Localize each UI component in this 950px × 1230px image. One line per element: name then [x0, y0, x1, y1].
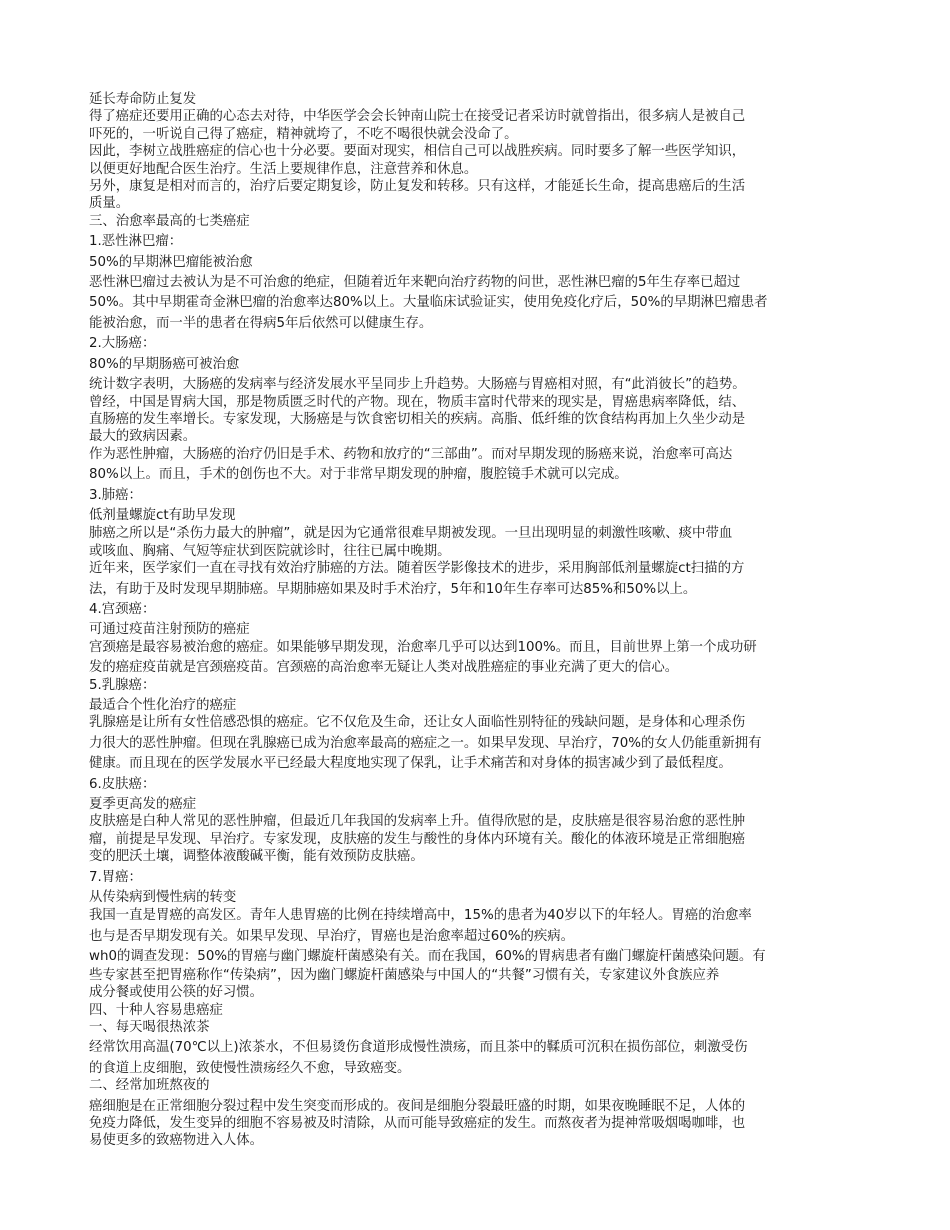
subsection-heading: 1.恶性淋巴瘤：: [89, 234, 183, 250]
subsection-heading: 一、每天喝很热浓茶: [89, 1019, 210, 1035]
paragraph-line: 的食道上皮细胞，致使慢性溃疡经久不愈，导致癌变。: [89, 1060, 411, 1076]
subsection-heading: 3.肺癌：: [89, 487, 142, 503]
subsection-subtitle: 80%的早期肠癌可被治愈: [89, 356, 240, 372]
paragraph-line: 因此，李树立战胜癌症的信心也十分必要。要面对现实，相信自己可以战胜疾病。同时要多了解一些医学知识，: [89, 144, 746, 160]
paragraph-line: 皮肤癌是白种人常见的恶性肿瘤，但最近几年我国的发病率上升。值得欣慰的是，皮肤癌是很容易治愈的恶性肿: [89, 814, 746, 830]
paragraph-line: 经常饮用高温(70℃以上)浓茶水，不但易烫伤食道形成慢性溃疡，而且茶中的鞣质可沉积在损伤部位，刺激受伤: [89, 1040, 748, 1056]
subsection-subtitle: 50%的早期淋巴瘤能被治愈: [89, 254, 253, 270]
subsection-subtitle: 最适合个性化治疗的癌症: [89, 698, 237, 713]
paragraph-line: 健康。而且现在的医学发展水平已经最大程度地实现了保乳，让手术痛苦和对身体的损害减少到了最低程度。: [89, 756, 732, 772]
paragraph-line: 得了癌症还要用正确的心态去对待，中华医学会会长钟南山院士在接受记者采访时就曾指出，很多病人是被自己: [89, 109, 746, 125]
paragraph-line: 些专家甚至把胃癌称作“传染病”，因为幽门螺旋杆菌感染与中国人的“共餐”习惯有关，专家建议外食族应养: [89, 967, 720, 983]
subsection-subtitle: 可通过疫苗注射预防的癌症: [89, 622, 250, 638]
paragraph-line: 以便更好地配合医生治疗。生活上要规律作息，注意营养和休息。: [89, 161, 478, 177]
paragraph-line: 成分餐或使用公筷的好习惯。: [89, 985, 264, 1001]
subsection-heading: 2.大肠癌：: [89, 336, 156, 352]
subsection-subtitle: 从传染病到慢性病的转变: [89, 890, 237, 906]
paragraph-line: 宫颈癌是最容易被治愈的癌症。如果能够早期发现，治愈率几乎可以达到100%。而且，目前世界上第一个成功研: [89, 639, 757, 655]
section-heading: 四、十种人容易患癌症: [89, 1002, 223, 1018]
paragraph-line: 也与是否早期发现有关。如果早发现、早治疗，胃癌也是治愈率超过60%的疾病。: [89, 928, 575, 944]
paragraph-line: 法，有助于及时发现早期肺癌。早期肺癌如果及时手术治疗，5年和10年生存率可达85%和50%以上。: [89, 581, 697, 597]
paragraph-line: 恶性淋巴瘤过去被认为是不可治愈的绝症，但随着近年来靶向治疗药物的问世，恶性淋巴瘤的5年生存率已超过: [89, 275, 741, 291]
section-heading: 延长寿命防止复发: [89, 92, 197, 107]
paragraph-line: 发的癌症疫苗就是宫颈癌疫苗。宫颈癌的高治愈率无疑让人类对战胜癌症的事业充满了更大的信心。: [89, 660, 679, 676]
paragraph-line: 吓死的，一听说自己得了癌症，精神就垮了，不吃不喝很快就会没命了。: [89, 126, 518, 142]
paragraph-line: 乳腺癌是让所有女性倍感恐惧的癌症。它不仅危及生命，还让女人面临性别特征的残缺问题，是身体和心理杀伤: [89, 715, 746, 731]
section-heading: 三、治愈率最高的七类癌症: [89, 213, 250, 229]
paragraph-line: 质量。: [89, 196, 130, 212]
paragraph-line: 癌细胞是在正常细胞分裂过程中发生突变而形成的。夜间是细胞分裂最旺盛的时期，如果夜晚睡眠不足，人体的: [89, 1098, 746, 1114]
paragraph-line: 最大的致病因素。: [89, 429, 197, 445]
paragraph-line: 50%。其中早期霍奇金淋巴瘤的治愈率达80%以上。大量临床试验证实，使用免疫化疗后，50%的早期淋巴瘤患者: [89, 295, 768, 311]
paragraph-line: 肺癌之所以是“杀伤力最大的肿瘤”，就是因为它通常很难早期被发现。一旦出现明显的刺激性咳嗽、痰中带血: [89, 526, 733, 542]
document-page: [89, 91, 864, 1150]
subsection-heading: 二、经常加班熬夜的: [89, 1078, 210, 1094]
paragraph-line: 统计数字表明，大肠癌的发病率与经济发展水平呈同步上升趋势。大肠癌与胃癌相对照，有“此消彼长”的趋势。: [89, 377, 746, 393]
paragraph-line: 我国一直是胃癌的高发区。青年人患胃癌的比例在持续增高中，15%的患者为40岁以下的年轻人。胃癌的治愈率: [89, 908, 752, 924]
subsection-heading: 6.皮肤癌：: [89, 776, 156, 792]
paragraph-line: 80%以上。而且，手术的创伤也不大。对于非常早期发现的肿瘤，腹腔镜手术就可以完成。: [89, 467, 628, 483]
paragraph-line: 近年来，医学家们一直在寻找有效治疗肺癌的方法。随着医学影像技术的进步，采用胸部低剂量螺旋ct扫描的方: [89, 561, 745, 577]
subsection-subtitle: 夏季更高发的癌症: [89, 797, 197, 813]
paragraph-line: 易使更多的致癌物进入人体。: [89, 1133, 264, 1149]
subsection-subtitle: 低剂量螺旋ct有助早发现: [89, 507, 236, 523]
subsection-heading: 7.胃癌：: [89, 869, 142, 885]
paragraph-line: 变的肥沃土壤，调整体液酸碱平衡，能有效预防皮肤癌。: [89, 849, 424, 865]
paragraph-line: 曾经，中国是胃病大国，那是物质匮乏时代的产物。现在，物质丰富时代带来的现实是，胃癌患病率降低，结、: [89, 394, 746, 410]
paragraph-line: 或咳血、胸痛、气短等症状到医院就诊时，往往已属中晚期。: [89, 543, 451, 559]
paragraph-line: 能被治愈，而一半的患者在得病5年后依然可以健康生存。: [89, 315, 433, 331]
paragraph-line: 瘤，前提是早发现、早治疗。专家发现，皮肤癌的发生与酸性的身体内环境有关。酸化的体液环境是正常细胞癌: [89, 831, 746, 847]
subsection-heading: 5.乳腺癌：: [89, 677, 156, 693]
paragraph-line: 免疫力降低，发生变异的细胞不容易被及时清除，从而可能导致癌症的发生。而熬夜者为提神常吸烟喝咖啡，也: [89, 1115, 746, 1131]
paragraph-line: 作为恶性肿瘤，大肠癌的治疗仍旧是手术、药物和放疗的“三部曲”。而对早期发现的肠癌来说，治愈率可高达: [89, 446, 733, 462]
paragraph-line: wh0的调查发现：50%的胃癌与幽门螺旋杆菌感染有关。而在我国，60%的胃病患者有幽门螺旋杆菌感染问题。有: [89, 949, 766, 965]
subsection-heading: 4.宫颈癌：: [89, 601, 156, 617]
paragraph-line: 直肠癌的发生率增长。专家发现，大肠癌是与饮食密切相关的疾病。高脂、低纤维的饮食结构再加上久坐少动是: [89, 411, 746, 427]
paragraph-line: 力很大的恶性肿瘤。但现在乳腺癌已成为治愈率最高的癌症之一。如果早发现、早治疗，70%的女人仍能重新拥有: [89, 735, 762, 751]
paragraph-line: 另外，康复是相对而言的，治疗后要定期复诊，防止复发和转移。只有这样，才能延长生命，提高患癌后的生活: [89, 179, 746, 195]
